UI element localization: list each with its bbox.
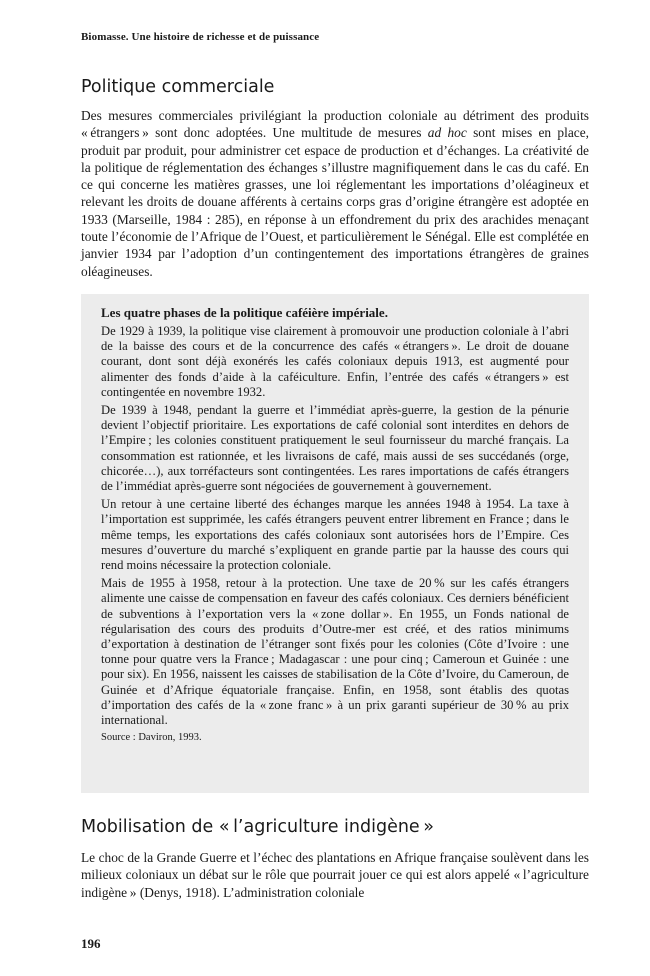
- body-paragraph-politique-commerciale: [81, 107, 589, 280]
- inset-box-coffee-policy: [81, 294, 589, 793]
- section-heading-politique-commerciale: Politique commerciale: [81, 77, 275, 97]
- body-paragraph-mobilisation: Le choc de la Grande Guerre et l’échec des plantations en Afrique française soulèvent dans les milieux coloniaux un débat sur le rôle que pourrait jouer ce qui est alors appelé « l’agriculture indigène » (Denys, 1918). L’administration coloniale: [81, 850, 589, 900]
- para-italic-term: ad hoc: [427, 125, 467, 141]
- para-text-end: sont mises en place, produit par produit, pour administrer cet espace de production et d’échanges. La créativité de la politique de réglementation des échanges s’illustre magnifiquement dans le cas du café. En ce qui concerne les matières grasses, une loi réglementant les importations d’oléagineux et relevant les droits de douane afférents à certains corps gras d’origine étrangère est adoptée en 1933 (Marseille, 1984 : 285), en réponse à un effondrement du prix des arachides menaçant toute l’économie de l’Afrique de l’Ouest, et particulièrement le Sénégal. Elle est complétée en janvier 1934 par l’adoption d’un contingentement des importations étrangères de graines oléagineuses.: [81, 125, 589, 279]
- box-paragraph-1929-1939: De 1929 à 1939, la politique vise clairement à promouvoir une production coloniale à l’abri de la baisse des cours et de la concurrence des cafés « étrangers ». Le droit de douane courant, dont sont déjà exonérés les cafés coloniaux depuis 1913, est augmenté pour alimenter des fonds d’aide à la caféiculture. Enfin, l’entrée des cafés « étrangers » est contingentée en novembre 1932.: [101, 324, 569, 399]
- section-heading-mobilisation: Mobilisation de « l’agriculture indigène »: [81, 817, 434, 837]
- box-paragraph-1955-1958: Mais de 1955 à 1958, retour à la protection. Une taxe de 20 % sur les cafés étrangers alimente une caisse de compensation en faveur des cafés coloniaux. Ces derniers bénéficient de subventions à l’exportation vers la « zone dollar ». En 1955, un Fonds national de régularisation des cours des produits d’Outre-mer est créé, et des ratios minimums d’exportation à destination de l’étranger sont fixés pour les colonies (Côte d’Ivoire : une tonne pour quatre vers la France ; Madagascar : une pour cinq ; Cameroun et Guinée : une pour six). En 1956, naissent les caisses de stabilisation de la Côte d’Ivoire, du Cameroun, de Guinée et d’Afrique équatoriale française. Enfin, en 1958, sont établis des quotas d’importation des cafés de la « zone franc » à un prix garanti supérieur de 30 % au prix international.: [101, 576, 569, 728]
- box-source: Source : Daviron, 1993.: [101, 732, 202, 744]
- box-paragraph-1948-1954: Un retour à une certaine liberté des échanges marque les années 1948 à 1954. La taxe à l’importation est supprimée, les cafés étrangers peuvent entrer librement en France ; dans le même temps, les exportations des cafés coloniaux sont autorisées hors de l’Empire. Ces mesures d’ouverture du marché s’expliquent en grande partie par la hausse des cours qui rend moins nécessaire la protection coloniale.: [101, 497, 569, 573]
- para-text-start: Des mesures commerciales privilégiant la production coloniale au détriment des produits « étrangers » sont donc adoptées. Une multitude de mesures: [81, 108, 589, 141]
- page-number: 196: [81, 936, 101, 951]
- running-head: Biomasse. Une histoire de richesse et de puissance: [81, 31, 320, 43]
- box-title: Les quatre phases de la politique caféière impériale.: [101, 305, 388, 320]
- box-paragraph-1939-1948: De 1939 à 1948, pendant la guerre et l’immédiat après-guerre, la gestion de la pénurie devient l’objectif prioritaire. Les exportations de café colonial sont interdites en dehors de l’Empire ; les colonies constituent pratiquement le seul fournisseur du marché français. La consommation est rationnée, et les livraisons de café, mais aussi de ses succédanés (orge, chicorée…), aux torréfacteurs sont contingentées. Les rares importations de cafés étrangers de l’immédiat après-guerre sont négociées de gouvernement à gouvernement.: [101, 403, 569, 494]
